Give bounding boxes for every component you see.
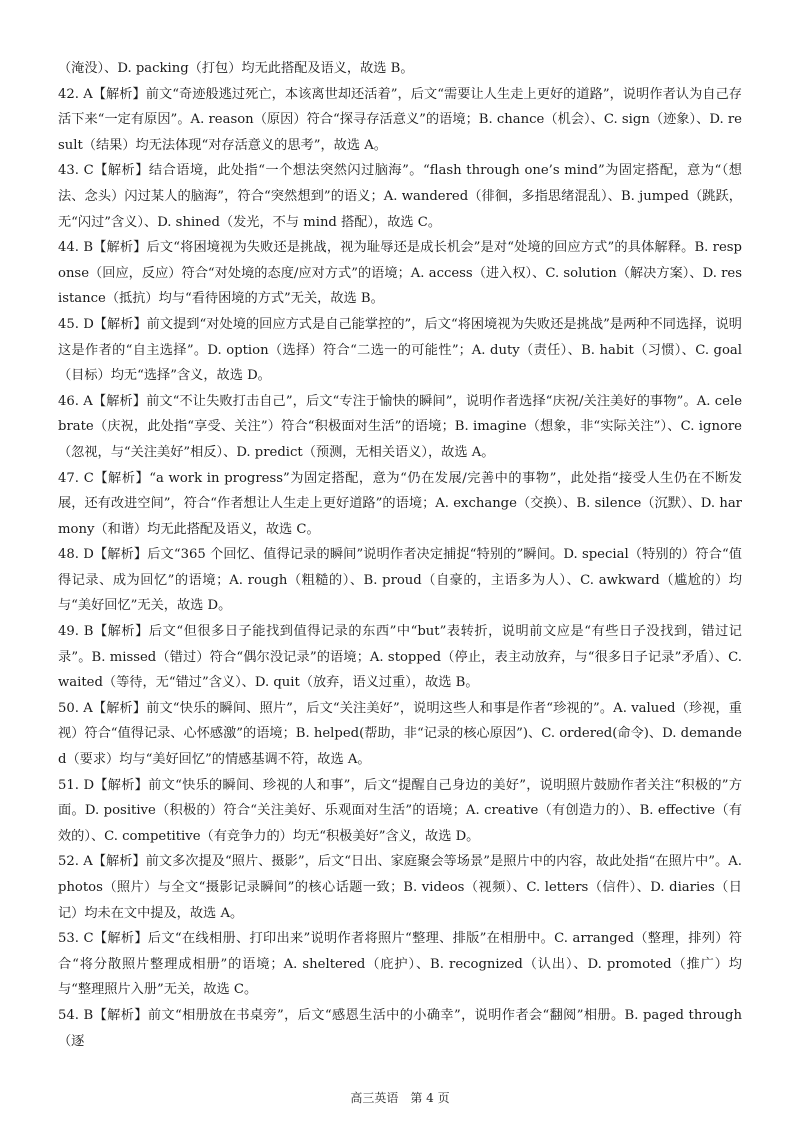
page-footer: 高三英语 第 4 页 xyxy=(350,1091,450,1105)
paragraph-continuation: （淹没）、D. packing（打包）均无此搭配及语义，故选 B。 xyxy=(58,61,414,76)
explanation-43: 43. C【解析】结合语境，此处指“一个想法突然闪过脑海”。“flash through one’s mind”为固定搭配，意为“（想法、念头）闪过某人的脑海”，符合“突然想到”的语义；A. wandered（徘徊，多指思绪混乱）、B. jumped（跳跃，无“闪过”含义）、D. shined（发光，不与 mind 搭配），故选 C。 xyxy=(58,163,742,230)
explanation-48: 48. D【解析】后文“365 个回忆、值得记录的瞬间”说明作者决定捕捉“特别的”瞬间。D. special（特别的）符合“值得记录、成为回忆”的语境；A. rough（粗糙的）、B. proud（自豪的，主语多为人）、C. awkward（尴尬的）均与“美好回忆”无关，故选 D。 xyxy=(58,547,742,614)
explanation-46: 46. A【解析】前文“不让失败打击自己”，后文“专注于愉快的瞬间”，说明作者选择“庆祝/关注美好的事物”。A. celebrate（庆祝，此处指“享受、关注”）符合“积极面对生活”的语境；B. imagine（想象，非“实际关注”）、C. ignore（忽视，与“关注美好”相反）、D. predict（预测，无相关语义），故选 A。 xyxy=(58,393,742,460)
explanation-42: 42. A【解析】前文“奇迹般逃过死亡，本该离世却还活着”，后文“需要让人生走上更好的道路”，说明作者认为自己存活下来“一定有原因”。A. reason（原因）符合“探寻存活意义”的语境；B. chance（机会）、C. sign（迹象）、D. result（结果）均无法体现“对存活意义的思考”，故选 A。 xyxy=(58,86,742,153)
explanation-50: 50. A【解析】前文“快乐的瞬间、照片”，后文“关注美好”，说明这些人和事是作者“珍视的”。A. valued（珍视，重视）符合“值得记录、心怀感激”的语境；B. helped(帮助，非“记录的核心原因”)、C. ordered(命令)、D. demanded（要求）均与“美好回忆”的情感基调不符，故选 A。 xyxy=(58,700,742,768)
explanation-54: 54. B【解析】前文“相册放在书桌旁”，后文“感恩生活中的小确幸”，说明作者会“翻阅”相册。B. paged through（逐 xyxy=(58,1007,742,1049)
explanation-53: 53. C【解析】后文“在线相册、打印出来”说明作者将照片“整理、排版”在相册中。C. arranged（整理，排列）符合“将分散照片整理成相册”的语境；A. sheltered（庇护）、B. recognized（认出）、D. promoted（推广）均与“整理照片入册”无关，故选 C。 xyxy=(58,931,742,998)
explanation-45: 45. D【解析】前文提到“对处境的回应方式是自己能掌控的”，后文“将困境视为失败还是挑战”是两种不同选择，说明这是作者的“自主选择”。D. option（选择）符合“二选一的可能性”；A. duty（责任）、B. habit（习惯）、C. goal（目标）均无“选择”含义，故选 D。 xyxy=(58,316,742,384)
explanation-44: 44. B【解析】后文“将困境视为失败还是挑战，视为耻辱还是成长机会”是对“处境的回应方式”的具体解释。B. response（回应，反应）符合“对处境的态度/应对方式”的语境；A. access（进入权）、C. solution（解决方案）、D. resistance（抵抗）均与“看待困境的方式”无关，故选 B。 xyxy=(58,240,742,307)
explanation-52: 52. A【解析】前文多次提及“照片、摄影”，后文“日出、家庭聚会等场景”是照片中的内容，故此处指“在照片中”。A. photos（照片）与全文“摄影记录瞬间”的核心话题一致；B. videos（视频）、C. letters（信件）、D. diaries（日记）均未在文中提及，故选 A。 xyxy=(58,854,742,921)
explanation-51: 51. D【解析】前文“快乐的瞬间、珍视的人和事”，后文“提醒自己身边的美好”，说明照片鼓励作者关注“积极的”方面。D. positive（积极的）符合“关注美好、乐观面对生活”的语境；A. creative（有创造力的）、B. effective（有效的）、C. competitive（有竞争力的）均无“积极美好”含义，故选 D。 xyxy=(58,777,742,844)
explanation-47: 47. C【解析】“a work in progress”为固定搭配，意为“仍在发展/完善中的事物”，此处指“接受人生仍在不断发展，还有改进空间”，符合“作者想让人生走上更好道路”的语境；A. exchange（交换）、B. silence（沉默）、D. harmony（和谐）均无此搭配及语义，故选 C。 xyxy=(58,470,742,537)
explanation-49: 49. B【解析】后文“但很多日子能找到值得记录的东西”中“but”表转折，说明前文应是“有些日子没找到，错过记录”。B. missed（错过）符合“偶尔没记录”的语境；A. stopped（停止，表主动放弃，与“很多日子记录”矛盾）、C. waited（等待，无“错过”含义）、D. quit（放弃，语义过重），故选 B。 xyxy=(58,624,742,691)
answer-explanations xyxy=(58,56,742,1054)
